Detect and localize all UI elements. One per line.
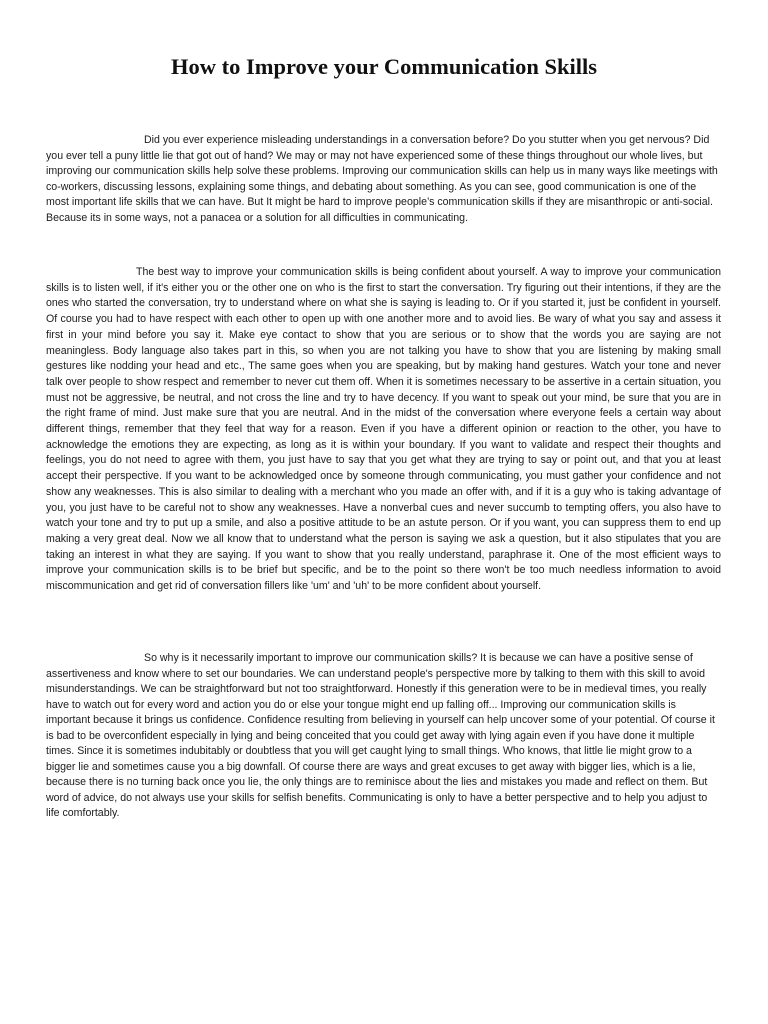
paragraph-body: The best way to improve your communication skills is being confident about yourself. A way to improve your communication skills is to listen well, if it's either you or the other one on who is the first to start the conversation. Try figuring out their intentions, if they are the ones who started the conversation, try to understand where on what she is saying is leading to. Or if you started it, just be confident in yourself. Of course you had to have respect with each other to open up with one another more and to avoid lies. Be wary of what you say and assess it first in your mind before you say it. Make eye contact to show that you are serious or to show that the words you are saying are not meaningless. Body language also takes part in this, so when you are not talking you have to show that you are listening by making small gestures like nodding your head and etc., The same goes when you are speaking, but by making hand gestures. Watch your tone and never talk over people to show respect and remember to never cut them off. When it is sometimes necessary to be assertive in a certain situation, you must not be aggressive, be neutral, and not cross the line and try to have decency. If you want to speak out your mind, be sure that you are in the right frame of mind. Just make sure that you are neutral. And in the midst of the conversation where everyone feels a certain way about different things, remember that they feel that way for a reason. Even if you have a different opinion or reaction to the other, you have to acknowledge the emotions they are expecting, as long as it is within your boundary. If you want to validate and respect their thoughts and feelings, you do not need to agree with them, you just have to say that you get what they are trying to say or point out, and that you at least accept their perspective. If you want to be acknowledged once by someone through communicating, you must gather your confidence and not show any weaknesses. This is also similar to dealing with a merchant who you made an offer with, and if it is a guy who is taking advantage of you, you just have to be careful not to show any weaknesses. Have a nonverbal cues and never succumb to tempting offers, you also have to watch your tone and try to put up a smile, and also a positive attitude to be an astute person. Or if you want, you can suppress them to end up making a very great deal. Now we all know that to understand what the person is saying we ask a question, but it also stipulates that you are taking an interest in what they are saying. If you want to show that you really understand, paraphrase it. One of the most efficient ways to improve your communication skills is to be brief but specific, and be to the point so there won't be too much needless information to avoid miscommunication and get rid of conversation fillers like 'um' and 'uh' to be more confident about yourself. [46,266,721,593]
paragraph-introduction: Did you ever experience misleading understandings in a conversation before? Do you stutter when you get nervous? Did you ever tell a puny little lie that got out of hand? We may or may not have experienced some of these things throughout our whole lives, but improving our communication skills help solve these problems. Improving our communication skills can help us in many ways like meetings with co-workers, discussing lessons, explaining some things, and debating about something. As you can see, good communication is one of the most important life skills that we can have. But It might be hard to improve people’s communication skills if they are misanthropic or anti-social. Because its in some ways, not a panacea or a solution for all difficulties in communicating. [46,134,718,224]
document-title: How to Improve your Communication Skills [170,54,598,79]
paragraph-conclusion: So why is it necessarily important to improve our communication skills? It is because we can have a positive sense of assertiveness and know where to set our boundaries. We can understand people's perspective more by talking to them with this skill to avoid misunderstandings. We can be straightforward but not too straightforward. Honestly if this generation were to be in medieval times, you really have to watch out for every word and action you do or else your tongue might end up falling off... Improving our communication skills is important because it brings us confidence. Confidence resulting from believing in yourself can help uncover some of your potential. Of course it is bad to be overconfident especially in lying and being conceited that you could get away with lying again even if you have done it multiple times. Since it is sometimes indubitably or doubtless that you will get caught lying to small things. Who knows, that little lie might grow to a bigger lie and sometimes cause you a big downfall. Of course there are ways and great excuses to get away with bigger lies, which is a lie, because there is no turning back once you lie, the only things are to reminisce about the lies and mistakes you made and reflect on them. But word of advice, do not always use your skills for selfish benefits. Communicating is only to have a better perspective and to help you adjust to life comfortably. [46,652,715,819]
